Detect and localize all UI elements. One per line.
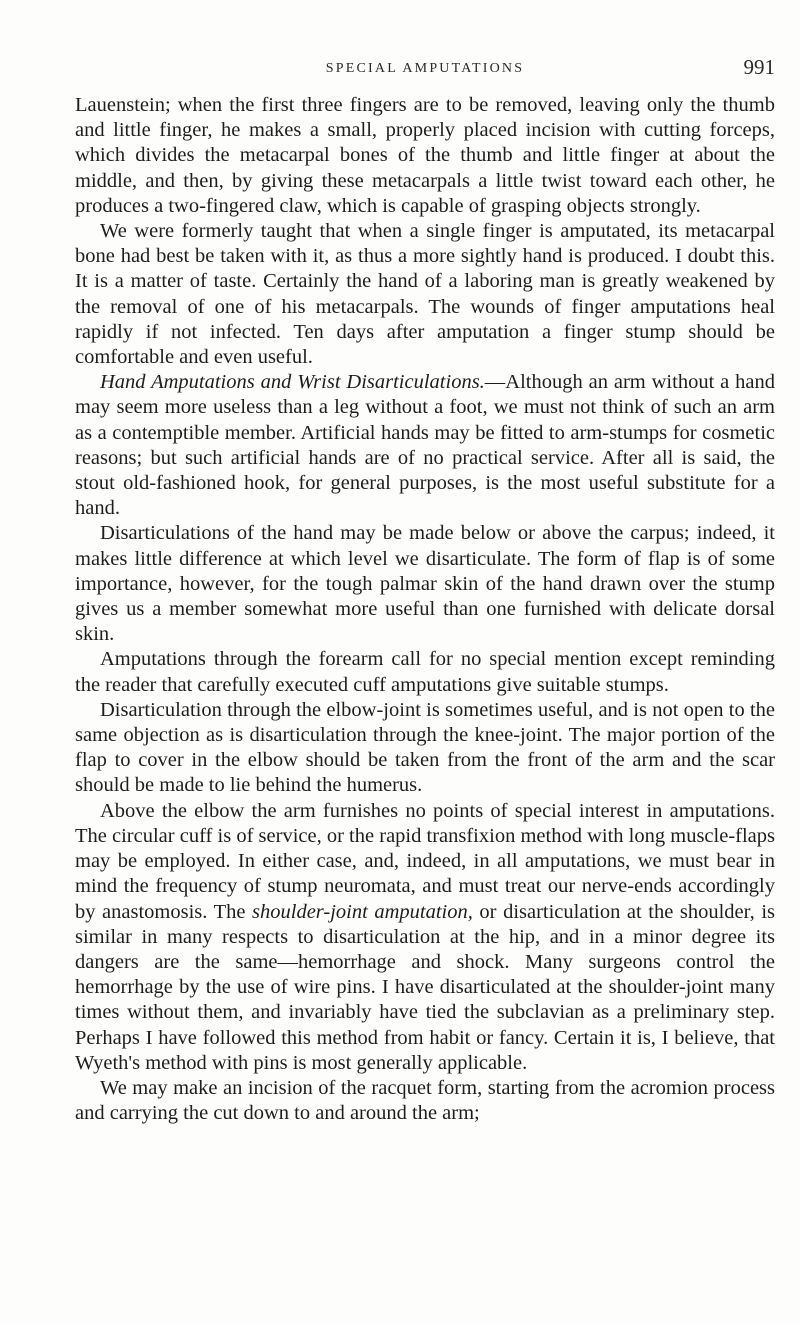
paragraph-text: Amputations through the forearm call for no special mention except reminding the reader that carefully executed cuff amputations give suitable stumps.	[75, 648, 775, 696]
paragraph	[75, 698, 775, 799]
paragraph	[75, 521, 775, 647]
running-title: SPECIAL AMPUTATIONS	[325, 61, 525, 76]
paragraph	[75, 93, 775, 219]
paragraph-text: Disarticulation through the elbow-joint is sometimes useful, and is not open to the same objection as is disarticulation through the knee-joint. The major portion of the flap to cover in the elbow should be taken from the front of the arm and the scar should be made to lie behind the humerus.	[75, 698, 775, 797]
paragraph	[75, 647, 775, 697]
emphasis-term: shoulder-joint amputation,	[252, 900, 473, 923]
paragraph-text: We were formerly taught that when a single finger is amputated, its metacarpal bone had best be taken with it, as thus a more sightly hand is produced. I doubt this. It is a matter of taste. Certainly the hand of a laboring man is greatly weakened by the removal of one of his metacarpals. The wounds of finger amputations heal rapidly if not infected. Ten days after amputation a finger stump should be comfortable and even useful.	[75, 220, 775, 369]
paragraph-text: Disarticulations of the hand may be made below or above the carpus; indeed, it makes little difference at which level we disarticulate. The form of flap is of some importance, however, for the tough palmar skin of the hand drawn over the stump gives us a member somewhat more useful than one furnished with delicate dorsal skin.	[75, 522, 775, 646]
paragraph	[75, 1076, 775, 1126]
paragraph-text: Lauenstein; when the first three fingers are to be removed, leaving only the thumb and little finger, he makes a small, properly placed incision with cutting forceps, which divides the metacarpal bones of the thumb and little finger at about the middle, and then, by giving these metacarpals a little twist toward each other, he produces a two-fingered claw, which is capable of grasping objects strongly.	[75, 94, 775, 217]
section-heading: Hand Amputations and Wrist Disarticulations.	[100, 371, 485, 394]
body-text	[75, 93, 775, 1126]
paragraph	[75, 219, 775, 370]
paragraph-text: We may make an incision of the racquet form, starting from the acromion process and carrying the cut down to and around the arm;	[75, 1076, 775, 1125]
running-head	[75, 55, 775, 85]
paragraph-text: —Although an arm without a hand may seem more useless than a leg without a foot, we must not think of such an arm as a contemptible member. Artificial hands may be fitted to arm-stumps for cosmetic reasons; but such artificial hands are of no practical service. After all is said, the stout old-fashioned hook, for general purposes, is the most useful substitute for a hand.	[75, 371, 775, 520]
page-number: 991	[743, 55, 775, 79]
paragraph	[75, 370, 775, 521]
paragraph	[75, 799, 775, 1076]
paragraph-text: Above the elbow the arm furnishes no points of special interest in amputations. The circular cuff is of service, or the rapid transfixion method with long muscle-flaps may be employed. In either case, and, indeed, in all amputations, we must bear in mind the frequency of stump neuromata, and must treat our nerve-ends accordingly by anastomosis. The	[75, 799, 775, 923]
paragraph-text: or disarticulation at the shoulder, is similar in many respects to disarticulation at the hip, and in a minor degree its dangers are the same—hemorrhage and shock. Many surgeons control the hemorrhage by the use of wire pins. I have disarticulated at the shoulder-joint many times without them, and invariably have tied the subclavian as a preliminary step. Perhaps I have followed this method from habit or fancy. Certain it is, I believe, that Wyeth's method with pins is most generally applicable.	[75, 900, 775, 1074]
